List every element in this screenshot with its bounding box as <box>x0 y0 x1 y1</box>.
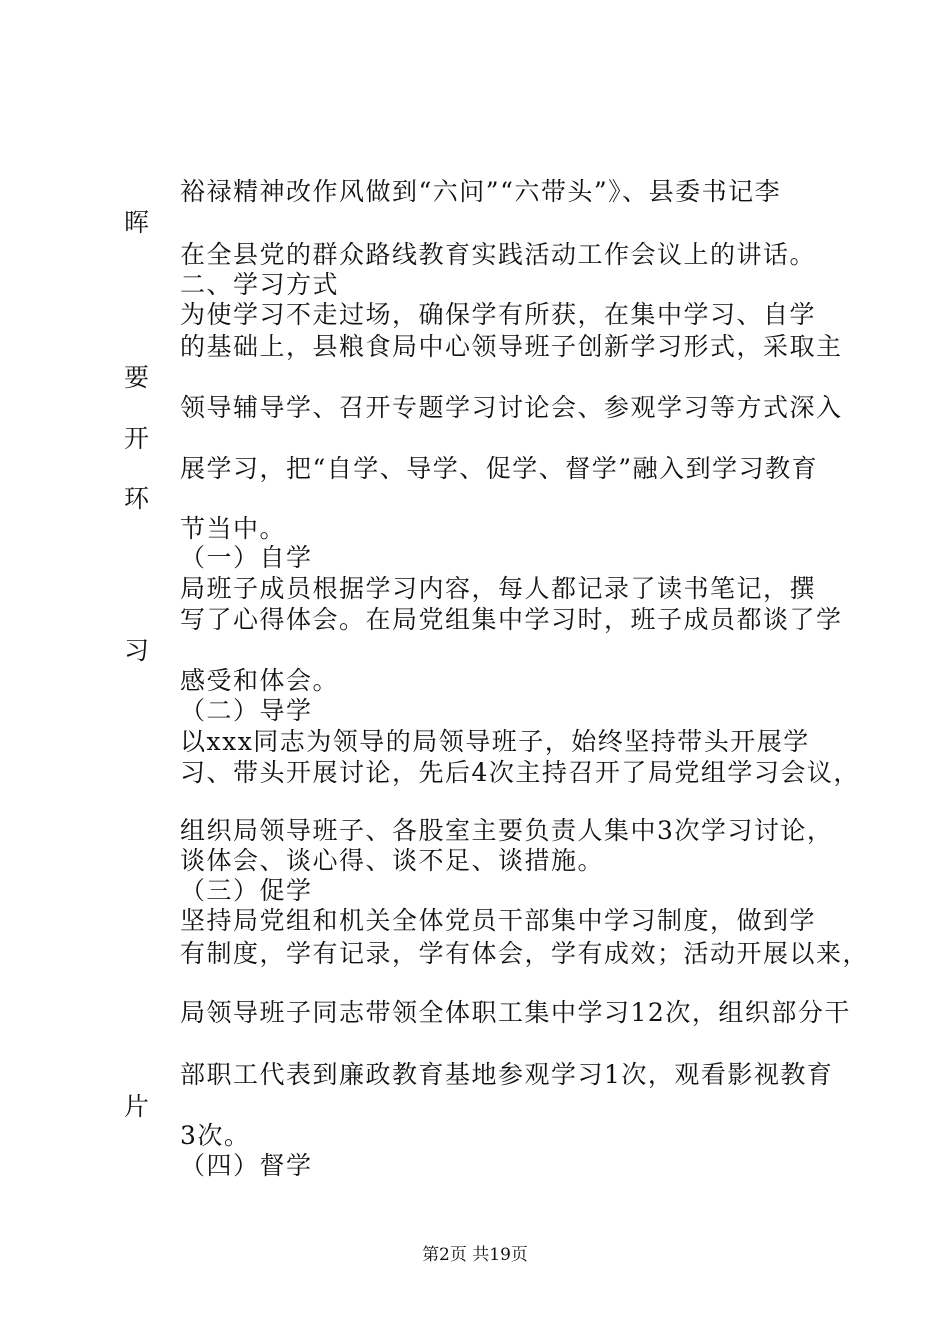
body-line-11: 环 <box>124 484 151 513</box>
body-line-9: 开 <box>124 424 151 453</box>
body-line-27: 部职工代表到廉政教育基地参观学习1次，观看影视教育 <box>180 1060 834 1089</box>
body-line-8: 领导辅导学、召开专题学习讨论会、参观学习等方式深入 <box>180 393 843 422</box>
subheading-self-study: （一）自学 <box>180 543 313 572</box>
body-line-29: 3次。 <box>180 1121 251 1150</box>
body-line-7: 要 <box>124 363 151 392</box>
body-line-6: 的基础上，县粮食局中心领导班子创新学习形式，采取主 <box>180 332 843 361</box>
body-line-15: 写了心得体会。在局党组集中学习时，班子成员都谈了学 <box>180 605 843 634</box>
body-line-26: 局领导班子同志带领全体职工集中学习12次，组织部分干 <box>180 998 851 1027</box>
subheading-supervised-study: （四）督学 <box>180 1151 313 1180</box>
subheading-guided-study: （二）导学 <box>180 696 313 725</box>
body-line-1: 裕禄精神改作风做到“六问”“六带头”》、县委书记李 <box>180 177 782 206</box>
section-heading-study-method: 二、学习方式 <box>180 270 340 299</box>
body-line-17: 感受和体会。 <box>180 666 340 695</box>
body-line-2: 晖 <box>124 208 151 237</box>
body-line-21: 组织局领导班子、各股室主要负责人集中3次学习讨论， <box>180 816 834 845</box>
body-line-10: 展学习，把“自学、导学、促学、督学”融入到学习教育 <box>180 454 819 483</box>
body-line-20: 习、带头开展讨论，先后4次主持召开了局党组学习会议， <box>180 758 860 787</box>
body-line-19: 以xxx同志为领导的局领导班子，始终坚持带头开展学 <box>180 727 810 756</box>
page-number-footer: 第2页 共19页 <box>422 1245 528 1265</box>
body-line-24: 坚持局党组和机关全体党员干部集中学习制度，做到学 <box>180 906 817 935</box>
body-line-14: 局班子成员根据学习内容，每人都记录了读书笔记，撰 <box>180 574 817 603</box>
body-line-28: 片 <box>124 1092 151 1121</box>
body-line-16: 习 <box>124 636 151 665</box>
body-line-25: 有制度，学有记录，学有体会，学有成效；活动开展以来， <box>180 939 870 968</box>
body-line-5: 为使学习不走过场，确保学有所获，在集中学习、自学 <box>180 300 817 329</box>
subheading-promoted-study: （三）促学 <box>180 876 313 905</box>
body-line-12: 节当中。 <box>180 514 287 543</box>
body-line-3: 在全县党的群众路线教育实践活动工作会议上的讲话。 <box>180 240 817 269</box>
body-line-22: 谈体会、谈心得、谈不足、谈措施。 <box>180 846 605 875</box>
